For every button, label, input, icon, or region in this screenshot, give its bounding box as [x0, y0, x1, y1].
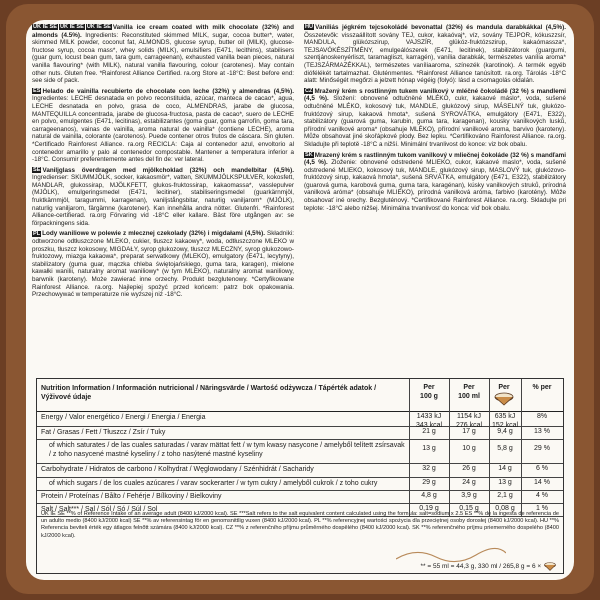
col-per-serving [489, 383, 519, 406]
country-flag: SK [305, 151, 313, 158]
product-description: Vaniljglass överdragen med mjölkchoklad (32%) och mandelbitar (4,5%). [42, 166, 294, 174]
ingredient-text: Složení: obnovené odtučněné MLÉKO, cukr, kakaové máslo*, voda, sušené odtučněné MLÉKO, kokosový tuk, MANDLE, glukózový sirup, MÁSELNÝ tuk, glukózo-fruktózový sirup, kakaová hmota*, sušená SYROVÁTKA, emulgátory (E471, E322), stabilizátory (guarová guma, karubin, guma tara, karagenan), kousky vanilkových lusků, přírodní vanilkové aroma* (obsahuje MLÉKO), přírodní vanilkové aroma, barvivo (karoteny). Může obsahovat jiné skořápkové plody. Bez lepku. *Certifikováno Rainforest Alliance. ra.org. Skladujte při teplotě -18°C a nižší. Minimální trvanlivost do konce: viz bok obalu. [304, 95, 567, 148]
nutrition-row [37, 439, 563, 464]
nutrition-header [37, 379, 563, 412]
table-column-divider [521, 379, 522, 516]
product-description: Vanilla ice cream coated with milk chocolate (32%) and almonds (4.5%). [32, 24, 294, 39]
country-flag: UK IE SE [86, 24, 111, 31]
nutrient-value: 4,8 g [421, 492, 437, 499]
ingredient-text: Ingredients: Reconstituted skimmed MILK, sugar, cocoa butter*, water, skimmed MILK powder, coconut fat, ALMONDS, glucose syrup, butter oil (MILK), glucose-fructose syrup, cocoa mass*, whey solids (MILK), emulsifiers (E471, lecithins), stabilisers (guar gum, locust bean gum, tara gum, carrageenan), exhausted vanilla bean pieces, natural vanilla flavouring* (with MILK), natural vanilla flavouring, colour (carotenes). May contain other nuts. Gluten free. *Rainforest Alliance Certified. ra.org Store at -18°C: Best before end: see side of pack. [32, 31, 295, 85]
ingredient-text: Ingredientes: LECHE desnatada en polvo reconstituida, azúcar, manteca de cacao*, agua, LECHE desnatada en polvo, grasa de coco, ALMENDRAS, jarabe de glucosa, MANTEQUILLA concentrada, jarabe de glucosa-fructosa, pasta de cacao*, suero de LECHE en polvo, emulgentes (E471, lecitinas), estabilizantes (goma guar, goma garrofín, goma tara, carrageenanos), vainas de vainilla, aroma natural de vainilla* (contiene LECHE), aroma natural de vainilla, colorante (carotenos). Puede contener otros frutos de cáscara. Sin gluten. *Certificado Rainforest Alliance. ra.org RECICLA: Caja al contenedor azul, envoltorio al contenedor amarillo y palo al contenedor compostable. Mantener a temperatura inferior a -18°C. Consumir preferentemente antes del fin de: ver lateral. [32, 95, 294, 164]
product-description: Mražený krém s rostlinným tukem vanilkový v mléčné čokoládě (32 %) s mandlemi (4,5 %). [304, 87, 566, 103]
nutrient-value: 1154 kJ 276 kcal [455, 413, 483, 429]
nutrition-row [37, 490, 563, 504]
ingredient-text: Składniki: odtworzone odtłuszczone MLEKO, cukier, tłuszcz kakaowy*, woda, odtłuszczone MLEKO w proszku, tłuszcz kokosowy, MIGDAŁY, syrop glukozowy, tłuszcz MLECZNY, syrop glukozowo-fruktozowy, miazga kakaowa*, preparat serwatkowy (MLEKO), emulgatory (E471, lecytyny), stabilizatory (guma guar, mączka chleba świętojańskiego, guma tara, karagen), mielone kawałki wanilii, naturalny aromat waniliowy* (w tym MLEKO), naturalny aromat waniliowy, barwnik (karoteny). Może zawierać inne orzechy. Produkt bezglutenowy. *Certyfikowane Rainforest Alliance. ra.org. Najlepiej spożyć przed końcem: patrz bok opakowania. Przechowywać w temperaturze nie wyższej niż -18°C. [32, 230, 294, 299]
product-description: Mrazený krém s rastlinným tukom vanilkový v mliečnej čokoláde (32 %) s mandľami (4,5 %). [304, 151, 566, 167]
nutrition-row [37, 411, 563, 427]
nutrition-row [37, 463, 563, 478]
ingredient-paragraph [304, 88, 566, 149]
nutrient-value: 21 g [422, 428, 436, 435]
nutrient-label: of which saturates / de las cuales saturadas / varav mättat fett / w tym kwasy nasycone / amelyből telített zsírsavak / z toho nasycené mastné kyseliny / z toho nasýtené mastné kyseliny [49, 442, 405, 458]
nutrient-value: 6 % [535, 465, 549, 472]
col-per-100ml: Per 100 ml [458, 384, 480, 400]
ingredient-paragraph [304, 152, 566, 213]
country-flag: UK IE SE [59, 24, 84, 31]
nutrient-label: of which sugars / de los cuales azúcares / varav sockerarter / w tym cukry / amelyből cukrok / z toho cukry [49, 480, 378, 487]
nutrient-value: 1 % [535, 505, 549, 512]
country-flag: CZ [305, 88, 313, 95]
label-panel [26, 20, 574, 580]
nutrition-row [37, 426, 563, 440]
nutrient-value: 29 % [534, 445, 550, 452]
decorative-swirl [396, 547, 506, 565]
table-column-divider [409, 379, 410, 516]
nutrient-label: Energy / Valor energético / Energi / Energia / Energia [41, 414, 206, 421]
country-flag: HU [305, 24, 314, 31]
nutrient-value: 26 g [462, 465, 476, 472]
ingredient-text: Összetevők: visszaállított sovány TEJ, cukor, kakaóvaj*, víz, sovány TEJPOR, kókuszzsír, MANDULA, glükózszirup, VAJSZÍR, glükóz-fruktózszirup, kakaómassza*, TEJSAVÓKÉSZÍTMÉNY, emulgeálószerek (E471, lecitinek), stabilizátorok (guargumi, szentjánoskenyérliszt, taramagliszt, karragén), vanília darabkák, természetes vanília aroma* (TEJSZÁRMAZÉKKAL), természetes vaníliaaroma, színezék (karotinok). A termék egyéb diófélékét tartalmazhat. Gluténmentes. *Rainforest Alliance tanúsított. ra.org. Tárolás -18°C alatt: Minőségét megőrzi a jelzett hónap végéig (folyó): lásd a csomagolás oldalán. [304, 31, 566, 85]
col-ri: % per [532, 384, 552, 391]
nutrient-value: 4 % [535, 492, 549, 499]
nutrient-value: 10 g [462, 445, 476, 452]
nutrient-label: Protein / Proteínas / Bålto / Fehérje / Bílkoviny / Bielkoviny [41, 493, 222, 500]
ingredient-paragraph [304, 24, 566, 85]
ingredient-paragraph [32, 88, 294, 164]
nutrient-label: Carbohydrate / Hidratos de carbono / Kolhydrat / Węglowodany / Szénhidrát / Sacharidy [41, 466, 314, 473]
nutrient-value: 32 g [422, 465, 436, 472]
ingredients-left-column [32, 24, 294, 302]
ingredient-text: Ingredienser: SKUMMJÖLK, socker, kakaosmör*, vatten, SKUMMJÖLKSPULVER, kokosfett, MANDLAR, glukossirap, MJÖLKFETT, glukos-fruktossirap, kakaomassa*, vasslepulver (MJÖLK), emulgeringsmedel (E471, lecitiner), stabiliseringsmedel (guarkärnmjöl, fruktkärnmjöl, taragummi, karragenan), vaniljstångsbitar, naturlig vaniljarom* (MJÖLK), naturlig vaniljarom, färgämne (karotener). Kan innehålla andra nötter. Glutenfri. *Rainforest Alliance-certifierad. ra.org Förvaring vid -18°C eller kallare. Bäst före utgången av: se förpackningens sida. [32, 174, 294, 227]
nutrient-value: 14 g [498, 465, 512, 472]
nutrition-title: Nutrition Information / Información nutricional / Näringsvärde / Wartość odżywcza / Tápérték adatok / Výživové údaje [41, 385, 377, 401]
nutrient-value: 29 g [422, 479, 436, 486]
nutrition-footnote: UK IE SE **% of Reference Intake of an average adult (8400 kJ/2000 kcal). SE ***Salt refers to the salt equivalent content calculated using the formula: salt=sodium x 2.5 ES **% de la ingesta de referencia de un adulto medio (8400 kJ/2000 kcal) SE **% av referensintag för en genomsnittlig vuxen (8400 kJ/2000 kcal). PL **% referencyjnej wartości spożycia dla przeciętnej osoby dorosłej (8400 kJ/2000 kcal). HU **% Referencia beviteli érték egy átlagos felnőtt számára (8400 kJ/2000 kcal). CZ **% z referenčního příjmu průměrného dospělého (8400 kJ/2000 kcal). SK **% referenčného príjmu priemerného dospelého (8400 kJ/2000 kcal). [41, 511, 559, 539]
country-flag: PL [33, 230, 41, 237]
country-flag: UK IE SE [33, 24, 57, 31]
nutrient-value: 0,08 g [495, 505, 515, 512]
nutrient-label: Salt / Salt*** / Sal / Sól / Só / Súl / Sol [41, 506, 158, 513]
table-column-divider [489, 379, 490, 516]
nutrient-value: 14 % [534, 479, 550, 486]
nutrient-label: Fat / Grasas / Fett / Tłuszcz / Zsír / Tuky [41, 429, 166, 436]
nutrient-value: 8% [536, 413, 548, 420]
cone-icon [492, 392, 516, 406]
nutrient-value: 9,4 g [497, 428, 513, 435]
product-description: Vaniliás jégkrém tejcsokoládé bevonattal (32%) és mandula darabkákkal (4,5%). [315, 24, 566, 31]
serving-text: ** = 55 ml = 44,3 g, 330 ml / 265,8 g = 6 × [420, 563, 542, 571]
nutrient-value: 24 g [462, 479, 476, 486]
table-column-divider [449, 379, 450, 516]
country-flag: ES [33, 88, 41, 95]
nutrient-value: 13 % [534, 428, 550, 435]
nutrient-value: 1433 kJ 343 kcal [415, 413, 443, 429]
col-per-label: Per [498, 384, 510, 391]
nutrient-value: 13 g [422, 445, 436, 452]
ingredient-text: Zloženie: obnovené odstredené MLIEKO, cukor, kakaové maslo*, voda, sušené odstredené MLIEKO, kokosový tuk, MANDLE, glukózový sirup, MASLOVÝ tuk, glukózovo-fruktózový sirup, kakaová hmota*, sušená SRVÁTKA, emulgátory (E471, E322), stabilizátory (guarová guma, karobová guma, guma tara, karagénan), kúsky vanilkových struků, prírodná vanilková aróma* (obsahuje MLIEKO), prírodná vanilková aróma, farbivo (karotény). Môže obsahovať iné orechy. Bezgluténový. *Certifikované Rainforest Alliance. ra.org. Skladujte pri teplote: -18°C alebo nižšej. Minimálna trvanlivosť do konca: viď bok obalu. [304, 159, 566, 212]
nutrient-value: 3,9 g [461, 492, 477, 499]
nutrient-value: 0,15 g [459, 505, 479, 512]
nutrient-value: 17 g [462, 428, 476, 435]
ingredient-paragraph [32, 24, 294, 85]
nutrient-value: 0,19 g [419, 505, 439, 512]
ingredient-paragraph [32, 230, 294, 298]
ingredient-paragraph [32, 167, 294, 228]
product-description: Helado de vainilla recubierto de chocolate con leche (32%) y almendras (4,5%). [42, 87, 294, 95]
nutrient-value: 5,8 g [497, 445, 513, 452]
serving-cone-icon [543, 562, 557, 571]
nutrition-row [37, 477, 563, 491]
country-flag: SE [33, 167, 41, 174]
col-per-100g: Per 100 g [420, 384, 438, 400]
ingredients-section [32, 24, 568, 384]
nutrient-value: 2,1 g [497, 492, 513, 499]
nutrient-value: 635 kJ 152 kcal [491, 413, 519, 429]
nutrition-table [36, 378, 564, 574]
nutrient-value: 13 g [498, 479, 512, 486]
ingredients-right-column [304, 24, 566, 215]
product-description: Lody waniliowe w polewie z mlecznej czekolady (32%) i migdałami (4,5%). [42, 230, 266, 238]
